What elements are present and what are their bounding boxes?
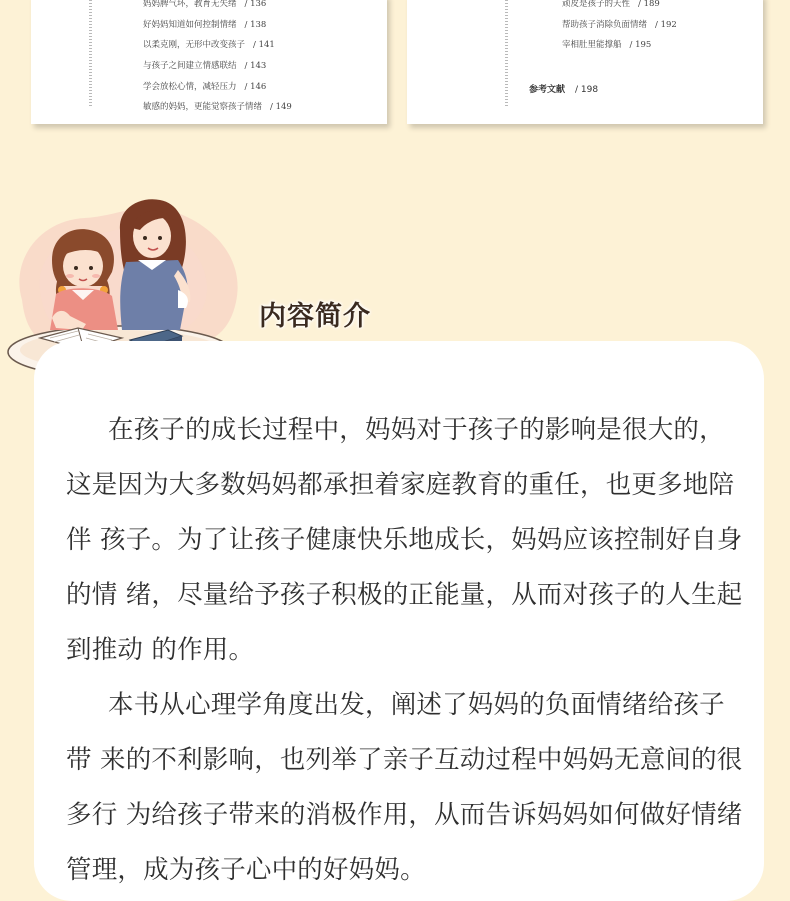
toc-entry-title: 好妈妈知道如何控制情绪 xyxy=(143,19,237,30)
toc-entry-title: 敏感的妈妈，更能觉察孩子情绪 xyxy=(143,102,263,113)
toc-entry-page: / 195 xyxy=(629,40,652,51)
toc-entry-page: / 143 xyxy=(244,61,267,72)
toc-page-left xyxy=(31,0,387,124)
toc-entry xyxy=(143,35,292,56)
toc-entry xyxy=(562,15,677,36)
toc-entry xyxy=(143,15,292,36)
toc-list-right xyxy=(562,0,677,56)
toc-entry-page: / 149 xyxy=(270,102,292,113)
toc-entry xyxy=(143,56,292,77)
body-paragraph: 在孩子的成长过程中，妈妈对于孩子的影响是很大的， 这是因为大多数妈妈都承担着家庭教育的重任，也更多地陪伴 孩子。为了让孩子健康快乐地成长，妈妈应该控制好自身的情 绪，尽量给予孩子积极的正能量，从而对孩子的人生起到推动 的作用。 xyxy=(66,415,743,665)
toc-entry-title: 顽皮是孩子的天性 xyxy=(562,0,631,9)
toc-entry-page: / 189 xyxy=(638,0,660,9)
toc-entry-page: / 138 xyxy=(244,19,267,30)
toc-list-left xyxy=(143,0,292,118)
toc-entry-page: / 141 xyxy=(253,40,275,51)
toc-entry xyxy=(562,0,677,15)
toc-entry-title: 以柔克刚，无形中改变孩子 xyxy=(143,40,246,51)
toc-binding-dots xyxy=(89,0,92,106)
toc-entry-title: 宰相肚里能撑船 xyxy=(562,40,622,51)
toc-entry-title: 妈妈脾气坏，教育无矢绪 xyxy=(143,0,237,9)
toc-entry-page: / 136 xyxy=(244,0,267,9)
toc-entry xyxy=(143,0,292,15)
toc-entry xyxy=(143,97,292,118)
toc-entry-title: 帮助孩子消除负面情绪 xyxy=(562,19,648,30)
section-title: 内容简介 xyxy=(259,301,371,332)
toc-entry xyxy=(562,35,677,56)
toc-page-right xyxy=(407,0,763,124)
toc-references xyxy=(529,82,598,95)
toc-binding-dots xyxy=(505,0,508,106)
body-text xyxy=(66,403,746,898)
toc-entry-page: / 146 xyxy=(244,81,267,92)
toc-entry xyxy=(143,77,292,98)
toc-entry-title: 学会放松心情，减轻压力 xyxy=(143,81,237,92)
references-page: / 198 xyxy=(575,85,599,95)
toc-entry-page: / 192 xyxy=(655,19,677,30)
body-paragraph: 本书从心理学角度出发，阐述了妈妈的负面情绪给孩子带 来的不利影响，也列举了亲子互动过程中妈妈无意间的很多行 为给孩子带来的消极作用，从而告诉妈妈如何做好情绪管理，成为孩子心中的好妈妈。 xyxy=(66,690,743,885)
references-label: 参考文献 xyxy=(529,85,566,95)
toc-entry-title: 与孩子之间建立情感联结 xyxy=(143,61,237,72)
